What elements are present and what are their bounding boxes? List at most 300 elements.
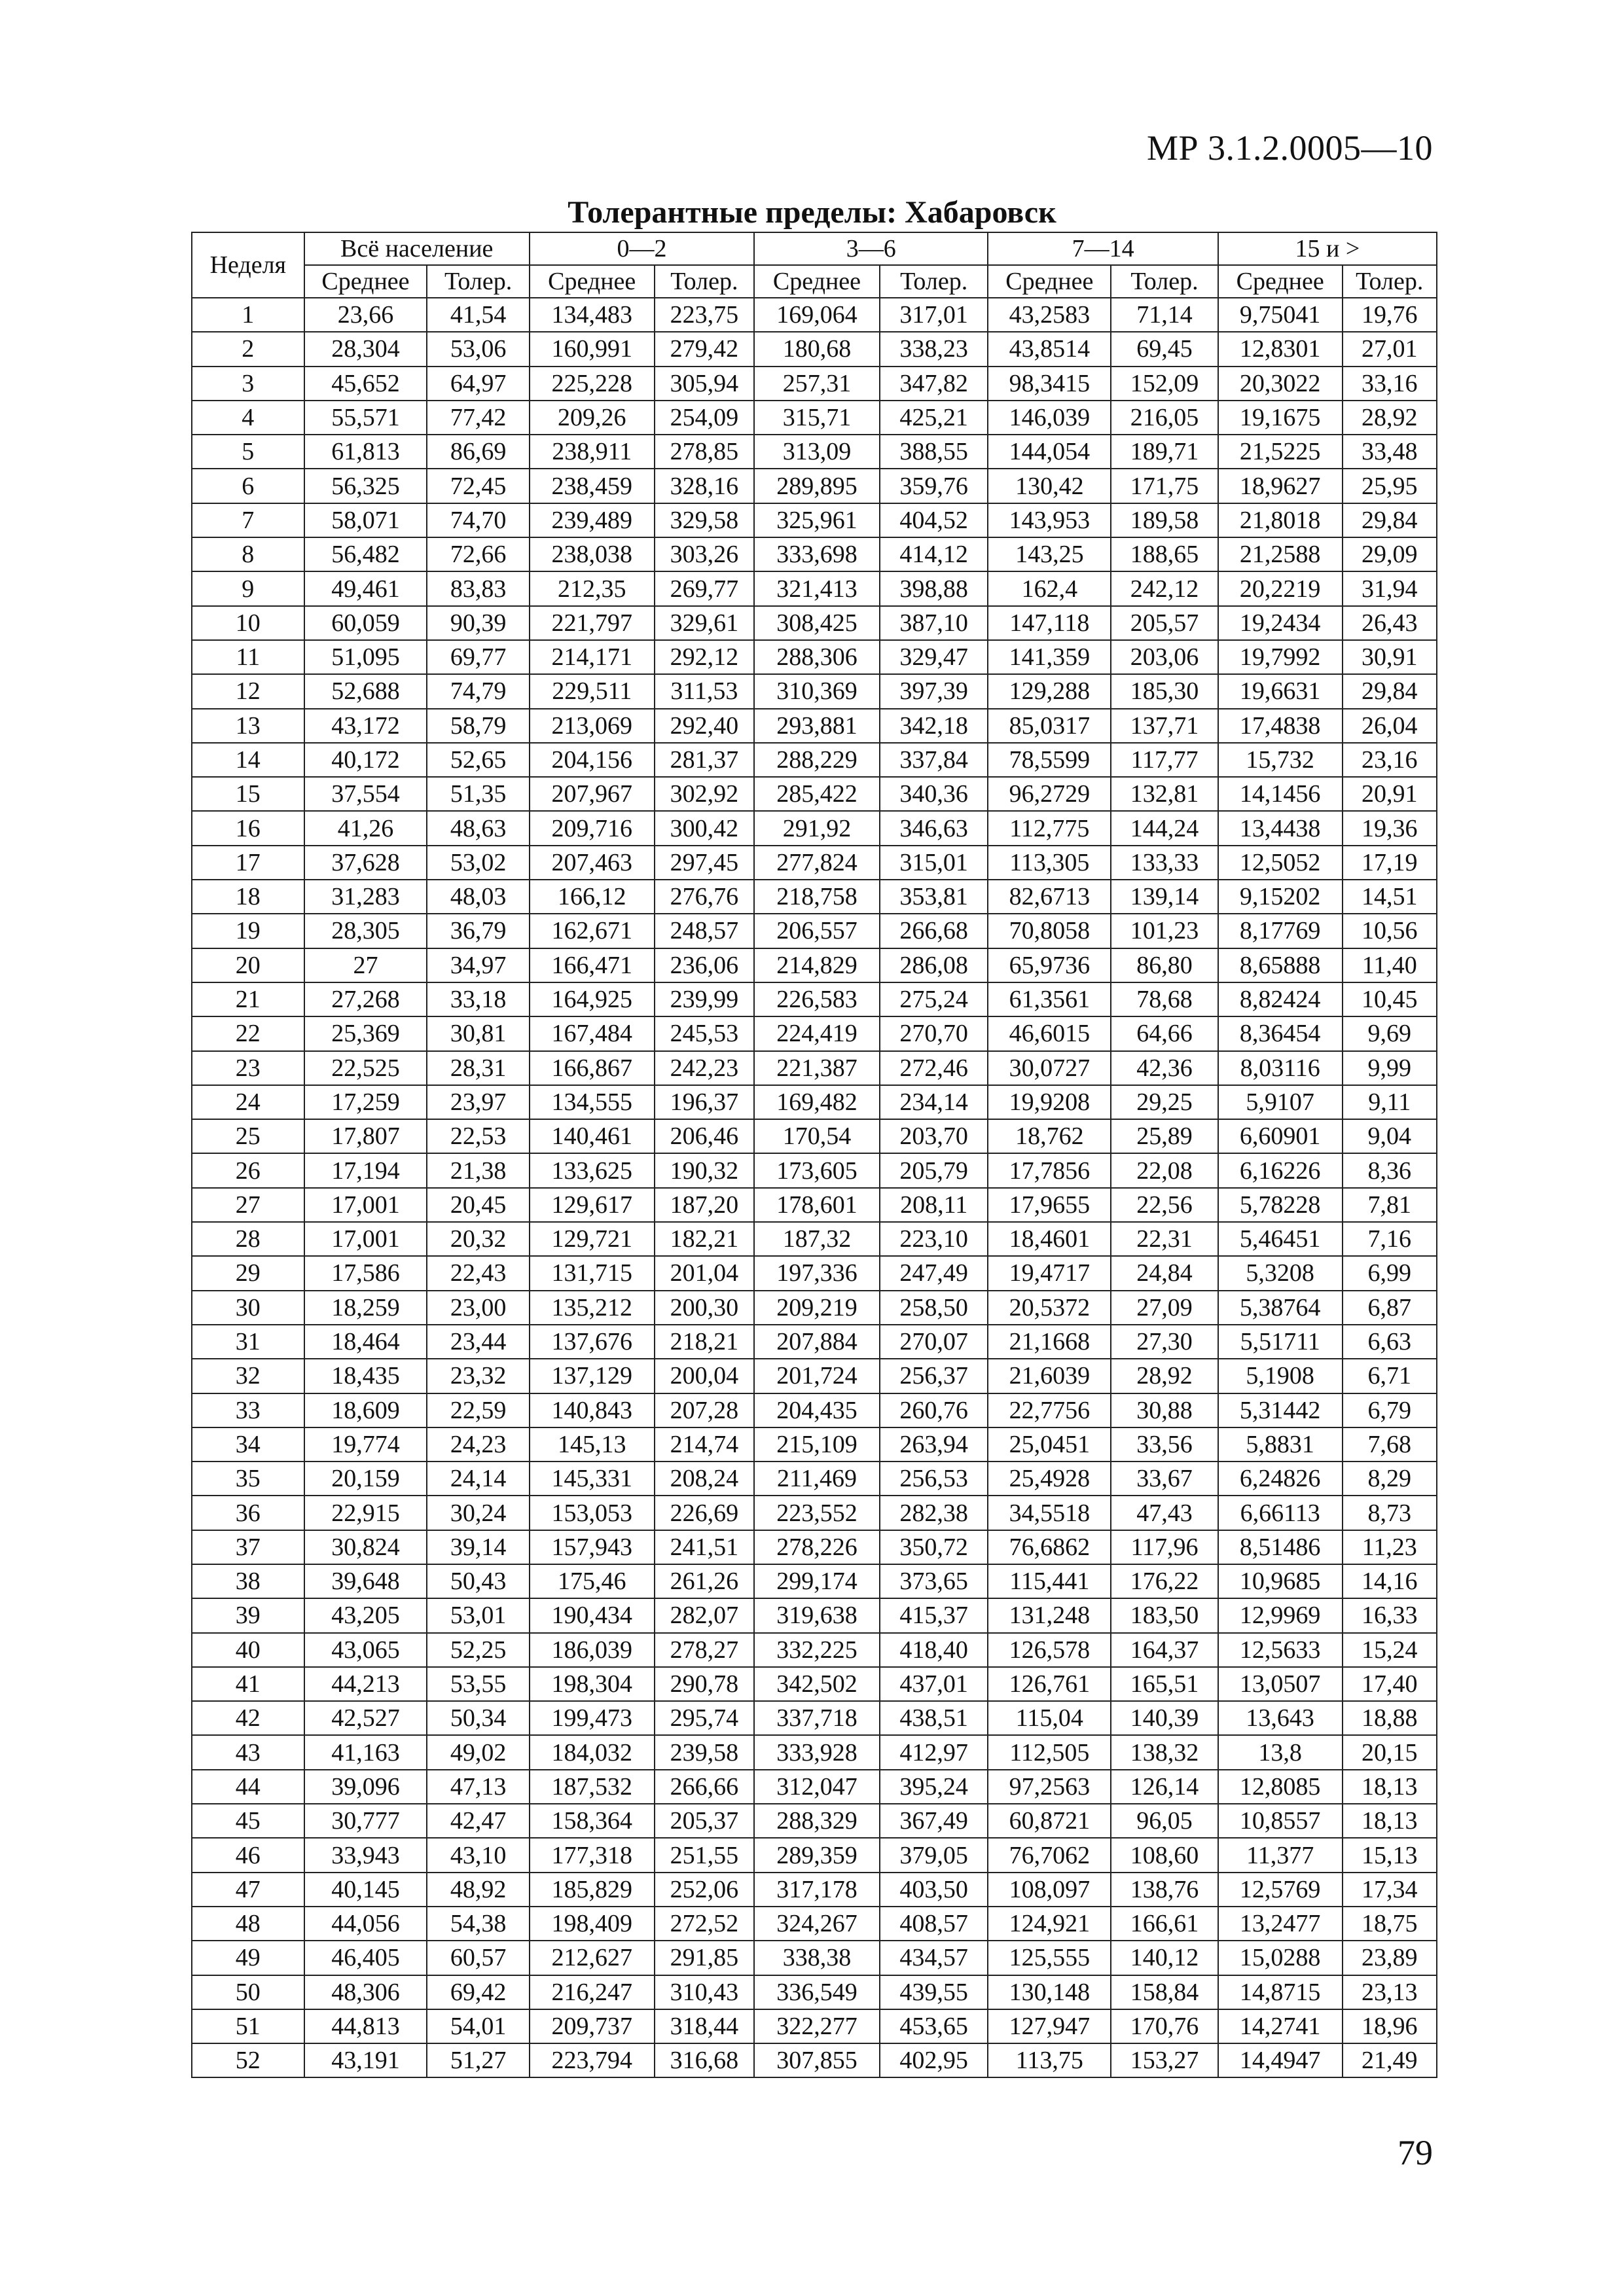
value-cell: 126,14 <box>1111 1770 1218 1804</box>
value-cell: 312,047 <box>754 1770 880 1804</box>
value-cell: 336,549 <box>754 1975 880 2009</box>
value-cell: 318,44 <box>655 2009 754 2043</box>
value-cell: 189,58 <box>1111 503 1218 537</box>
value-cell: 162,4 <box>988 571 1111 605</box>
value-cell: 145,331 <box>530 1462 655 1496</box>
group-header: 3—6 <box>754 232 988 265</box>
value-cell: 239,58 <box>655 1735 754 1769</box>
value-cell: 387,10 <box>880 606 988 640</box>
value-cell: 236,06 <box>655 948 754 982</box>
value-cell: 367,49 <box>880 1804 988 1838</box>
value-cell: 212,627 <box>530 1941 655 1975</box>
value-cell: 30,24 <box>427 1496 529 1530</box>
value-cell: 282,07 <box>655 1598 754 1632</box>
value-cell: 20,45 <box>427 1188 529 1222</box>
value-cell: 398,88 <box>880 571 988 605</box>
value-cell: 17,194 <box>304 1153 427 1187</box>
value-cell: 22,7756 <box>988 1393 1111 1427</box>
value-cell: 49,02 <box>427 1735 529 1769</box>
value-cell: 13,8 <box>1218 1735 1343 1769</box>
week-cell: 33 <box>192 1393 304 1427</box>
value-cell: 141,359 <box>988 640 1111 674</box>
value-cell: 23,32 <box>427 1359 529 1393</box>
value-cell: 254,09 <box>655 401 754 435</box>
value-cell: 207,463 <box>530 846 655 880</box>
value-cell: 225,228 <box>530 367 655 401</box>
value-cell: 40,172 <box>304 743 427 777</box>
week-cell: 5 <box>192 435 304 469</box>
week-cell: 24 <box>192 1085 304 1119</box>
value-cell: 11,23 <box>1343 1530 1437 1564</box>
value-cell: 266,66 <box>655 1770 754 1804</box>
value-cell: 46,6015 <box>988 1016 1111 1050</box>
value-cell: 60,059 <box>304 606 427 640</box>
value-cell: 153,053 <box>530 1496 655 1530</box>
value-cell: 18,259 <box>304 1291 427 1325</box>
value-cell: 27 <box>304 948 427 982</box>
value-cell: 164,37 <box>1111 1633 1218 1667</box>
value-cell: 22,53 <box>427 1119 529 1153</box>
value-cell: 20,2219 <box>1218 571 1343 605</box>
week-cell: 48 <box>192 1907 304 1941</box>
value-cell: 169,482 <box>754 1085 880 1119</box>
value-cell: 281,37 <box>655 743 754 777</box>
value-cell: 300,42 <box>655 811 754 845</box>
value-cell: 130,148 <box>988 1975 1111 2009</box>
table-row <box>192 1838 1437 1872</box>
value-cell: 101,23 <box>1111 914 1218 948</box>
value-cell: 256,53 <box>880 1462 988 1496</box>
value-cell: 223,10 <box>880 1222 988 1256</box>
value-cell: 12,9969 <box>1218 1598 1343 1632</box>
value-cell: 6,66113 <box>1218 1496 1343 1530</box>
value-cell: 21,5225 <box>1218 435 1343 469</box>
value-cell: 18,464 <box>304 1325 427 1359</box>
table-row <box>192 1735 1437 1769</box>
page-number: 79 <box>1398 2133 1433 2172</box>
value-cell: 187,32 <box>754 1222 880 1256</box>
week-cell: 39 <box>192 1598 304 1632</box>
value-cell: 20,91 <box>1343 777 1437 811</box>
value-cell: 19,9208 <box>988 1085 1111 1119</box>
value-cell: 359,76 <box>880 469 988 503</box>
value-cell: 242,12 <box>1111 571 1218 605</box>
value-cell: 52,25 <box>427 1633 529 1667</box>
value-cell: 12,5633 <box>1218 1633 1343 1667</box>
sub-header: Среднее <box>304 265 427 298</box>
table-row <box>192 1462 1437 1496</box>
week-cell: 1 <box>192 298 304 332</box>
value-cell: 23,44 <box>427 1325 529 1359</box>
week-cell: 9 <box>192 571 304 605</box>
value-cell: 216,05 <box>1111 401 1218 435</box>
value-cell: 6,24826 <box>1218 1462 1343 1496</box>
week-cell: 27 <box>192 1188 304 1222</box>
value-cell: 302,92 <box>655 777 754 811</box>
week-cell: 19 <box>192 914 304 948</box>
value-cell: 9,04 <box>1343 1119 1437 1153</box>
value-cell: 437,01 <box>880 1667 988 1701</box>
value-cell: 61,813 <box>304 435 427 469</box>
week-cell: 36 <box>192 1496 304 1530</box>
value-cell: 8,29 <box>1343 1462 1437 1496</box>
value-cell: 19,4717 <box>988 1256 1111 1290</box>
value-cell: 184,032 <box>530 1735 655 1769</box>
value-cell: 221,797 <box>530 606 655 640</box>
week-cell: 12 <box>192 674 304 708</box>
week-cell: 25 <box>192 1119 304 1153</box>
value-cell: 20,159 <box>304 1462 427 1496</box>
value-cell: 187,20 <box>655 1188 754 1222</box>
week-cell: 23 <box>192 1051 304 1085</box>
value-cell: 285,422 <box>754 777 880 811</box>
value-cell: 147,118 <box>988 606 1111 640</box>
value-cell: 48,306 <box>304 1975 427 2009</box>
value-cell: 6,16226 <box>1218 1153 1343 1187</box>
value-cell: 33,16 <box>1343 367 1437 401</box>
value-cell: 139,14 <box>1111 880 1218 914</box>
week-cell: 46 <box>192 1838 304 1872</box>
value-cell: 338,38 <box>754 1941 880 1975</box>
table-row <box>192 914 1437 948</box>
sub-header: Толер. <box>427 265 529 298</box>
table-row <box>192 401 1437 435</box>
value-cell: 350,72 <box>880 1530 988 1564</box>
value-cell: 18,9627 <box>1218 469 1343 503</box>
value-cell: 17,807 <box>304 1119 427 1153</box>
table-row <box>192 1222 1437 1256</box>
value-cell: 238,459 <box>530 469 655 503</box>
value-cell: 31,94 <box>1343 571 1437 605</box>
value-cell: 166,867 <box>530 1051 655 1085</box>
value-cell: 9,69 <box>1343 1016 1437 1050</box>
value-cell: 199,473 <box>530 1701 655 1735</box>
value-cell: 43,065 <box>304 1633 427 1667</box>
week-cell: 31 <box>192 1325 304 1359</box>
value-cell: 208,24 <box>655 1462 754 1496</box>
value-cell: 129,288 <box>988 674 1111 708</box>
value-cell: 5,46451 <box>1218 1222 1343 1256</box>
table-row <box>192 332 1437 366</box>
week-cell: 4 <box>192 401 304 435</box>
table-row <box>192 1051 1437 1085</box>
value-cell: 131,715 <box>530 1256 655 1290</box>
value-cell: 221,387 <box>754 1051 880 1085</box>
value-cell: 24,84 <box>1111 1256 1218 1290</box>
value-cell: 7,16 <box>1343 1222 1437 1256</box>
value-cell: 164,925 <box>530 982 655 1016</box>
week-cell: 15 <box>192 777 304 811</box>
value-cell: 158,84 <box>1111 1975 1218 2009</box>
value-cell: 49,461 <box>304 571 427 605</box>
value-cell: 33,48 <box>1343 435 1437 469</box>
value-cell: 204,156 <box>530 743 655 777</box>
value-cell: 242,23 <box>655 1051 754 1085</box>
week-cell: 18 <box>192 880 304 914</box>
value-cell: 10,56 <box>1343 914 1437 948</box>
value-cell: 22,43 <box>427 1256 529 1290</box>
group-header: 15 и > <box>1218 232 1437 265</box>
value-cell: 70,8058 <box>988 914 1111 948</box>
value-cell: 340,36 <box>880 777 988 811</box>
value-cell: 337,84 <box>880 743 988 777</box>
value-cell: 25,369 <box>304 1016 427 1050</box>
table-row <box>192 674 1437 708</box>
table-row <box>192 1633 1437 1667</box>
table-title: Толерантные пределы: Хабаровск <box>568 195 1056 230</box>
value-cell: 53,01 <box>427 1598 529 1632</box>
value-cell: 18,4601 <box>988 1222 1111 1256</box>
value-cell: 260,76 <box>880 1393 988 1427</box>
value-cell: 44,213 <box>304 1667 427 1701</box>
week-cell: 29 <box>192 1256 304 1290</box>
week-cell: 35 <box>192 1462 304 1496</box>
table-row <box>192 1119 1437 1153</box>
week-cell: 2 <box>192 332 304 366</box>
value-cell: 395,24 <box>880 1770 988 1804</box>
value-cell: 229,511 <box>530 674 655 708</box>
value-cell: 201,04 <box>655 1256 754 1290</box>
value-cell: 292,12 <box>655 640 754 674</box>
value-cell: 438,51 <box>880 1701 988 1735</box>
value-cell: 39,096 <box>304 1770 427 1804</box>
value-cell: 18,13 <box>1343 1804 1437 1838</box>
value-cell: 18,88 <box>1343 1701 1437 1735</box>
value-cell: 96,05 <box>1111 1804 1218 1838</box>
table-row <box>192 1941 1437 1975</box>
value-cell: 133,33 <box>1111 846 1218 880</box>
value-cell: 48,92 <box>427 1873 529 1907</box>
document-code: МР 3.1.2.0005—10 <box>1146 128 1433 168</box>
value-cell: 78,68 <box>1111 982 1218 1016</box>
value-cell: 20,3022 <box>1218 367 1343 401</box>
value-cell: 278,27 <box>655 1633 754 1667</box>
week-cell: 38 <box>192 1564 304 1598</box>
value-cell: 241,51 <box>655 1530 754 1564</box>
value-cell: 182,21 <box>655 1222 754 1256</box>
value-cell: 5,1908 <box>1218 1359 1343 1393</box>
value-cell: 8,36 <box>1343 1153 1437 1187</box>
value-cell: 257,31 <box>754 367 880 401</box>
value-cell: 289,359 <box>754 1838 880 1872</box>
table-row <box>192 1359 1437 1393</box>
value-cell: 207,28 <box>655 1393 754 1427</box>
value-cell: 21,49 <box>1343 2043 1437 2077</box>
value-cell: 134,555 <box>530 1085 655 1119</box>
value-cell: 33,18 <box>427 982 529 1016</box>
value-cell: 41,54 <box>427 298 529 332</box>
value-cell: 28,31 <box>427 1051 529 1085</box>
value-cell: 51,095 <box>304 640 427 674</box>
week-cell: 7 <box>192 503 304 537</box>
value-cell: 8,03116 <box>1218 1051 1343 1085</box>
value-cell: 9,15202 <box>1218 880 1343 914</box>
value-cell: 86,80 <box>1111 948 1218 982</box>
value-cell: 332,225 <box>754 1633 880 1667</box>
value-cell: 198,409 <box>530 1907 655 1941</box>
week-cell: 26 <box>192 1153 304 1187</box>
value-cell: 14,51 <box>1343 880 1437 914</box>
value-cell: 167,484 <box>530 1016 655 1050</box>
value-cell: 10,8557 <box>1218 1804 1343 1838</box>
value-cell: 278,85 <box>655 435 754 469</box>
value-cell: 43,2583 <box>988 298 1111 332</box>
value-cell: 203,70 <box>880 1119 988 1153</box>
value-cell: 5,38764 <box>1218 1291 1343 1325</box>
value-cell: 29,25 <box>1111 1085 1218 1119</box>
value-cell: 18,13 <box>1343 1770 1437 1804</box>
value-cell: 6,87 <box>1343 1291 1437 1325</box>
value-cell: 272,46 <box>880 1051 988 1085</box>
value-cell: 47,13 <box>427 1770 529 1804</box>
value-cell: 328,16 <box>655 469 754 503</box>
value-cell: 14,4947 <box>1218 2043 1343 2077</box>
value-cell: 290,78 <box>655 1667 754 1701</box>
value-cell: 188,65 <box>1111 537 1218 571</box>
value-cell: 153,27 <box>1111 2043 1218 2077</box>
value-cell: 53,02 <box>427 846 529 880</box>
value-cell: 8,36454 <box>1218 1016 1343 1050</box>
table-row <box>192 1153 1437 1187</box>
value-cell: 97,2563 <box>988 1770 1111 1804</box>
value-cell: 137,676 <box>530 1325 655 1359</box>
value-cell: 248,57 <box>655 914 754 948</box>
value-cell: 43,10 <box>427 1838 529 1872</box>
value-cell: 414,12 <box>880 537 988 571</box>
value-cell: 126,578 <box>988 1633 1111 1667</box>
value-cell: 214,829 <box>754 948 880 982</box>
value-cell: 5,8831 <box>1218 1427 1343 1462</box>
value-cell: 10,45 <box>1343 982 1437 1016</box>
table-row <box>192 537 1437 571</box>
value-cell: 11,377 <box>1218 1838 1343 1872</box>
value-cell: 293,881 <box>754 709 880 743</box>
value-cell: 30,91 <box>1343 640 1437 674</box>
value-cell: 19,774 <box>304 1427 427 1462</box>
value-cell: 408,57 <box>880 1907 988 1941</box>
table-row <box>192 1085 1437 1119</box>
sub-header: Толер. <box>1111 265 1218 298</box>
value-cell: 137,129 <box>530 1359 655 1393</box>
value-cell: 113,305 <box>988 846 1111 880</box>
value-cell: 69,42 <box>427 1975 529 2009</box>
value-cell: 27,30 <box>1111 1325 1218 1359</box>
value-cell: 146,039 <box>988 401 1111 435</box>
value-cell: 131,248 <box>988 1598 1111 1632</box>
tolerance-table <box>191 232 1437 2078</box>
value-cell: 76,6862 <box>988 1530 1111 1564</box>
value-cell: 14,8715 <box>1218 1975 1343 2009</box>
value-cell: 14,2741 <box>1218 2009 1343 2043</box>
value-cell: 108,60 <box>1111 1838 1218 1872</box>
value-cell: 37,628 <box>304 846 427 880</box>
value-cell: 415,37 <box>880 1598 988 1632</box>
week-cell: 50 <box>192 1975 304 2009</box>
value-cell: 140,39 <box>1111 1701 1218 1735</box>
value-cell: 140,843 <box>530 1393 655 1427</box>
table-row <box>192 1291 1437 1325</box>
value-cell: 52,688 <box>304 674 427 708</box>
value-cell: 43,172 <box>304 709 427 743</box>
value-cell: 12,8301 <box>1218 332 1343 366</box>
value-cell: 403,50 <box>880 1873 988 1907</box>
value-cell: 69,45 <box>1111 332 1218 366</box>
value-cell: 50,43 <box>427 1564 529 1598</box>
table-row <box>192 1393 1437 1427</box>
value-cell: 44,813 <box>304 2009 427 2043</box>
value-cell: 226,69 <box>655 1496 754 1530</box>
value-cell: 170,54 <box>754 1119 880 1153</box>
value-cell: 261,26 <box>655 1564 754 1598</box>
value-cell: 315,01 <box>880 846 988 880</box>
value-cell: 207,884 <box>754 1325 880 1359</box>
value-cell: 223,552 <box>754 1496 880 1530</box>
week-cell: 49 <box>192 1941 304 1975</box>
table-row <box>192 1804 1437 1838</box>
value-cell: 17,001 <box>304 1222 427 1256</box>
value-cell: 39,14 <box>427 1530 529 1564</box>
value-cell: 43,205 <box>304 1598 427 1632</box>
table-body <box>192 298 1437 2077</box>
value-cell: 288,306 <box>754 640 880 674</box>
week-cell: 22 <box>192 1016 304 1050</box>
value-cell: 65,9736 <box>988 948 1111 982</box>
value-cell: 214,171 <box>530 640 655 674</box>
value-cell: 5,31442 <box>1218 1393 1343 1427</box>
value-cell: 45,652 <box>304 367 427 401</box>
value-cell: 124,921 <box>988 1907 1111 1941</box>
week-cell: 44 <box>192 1770 304 1804</box>
value-cell: 125,555 <box>988 1941 1111 1975</box>
value-cell: 190,32 <box>655 1153 754 1187</box>
value-cell: 37,554 <box>304 777 427 811</box>
value-cell: 76,7062 <box>988 1838 1111 1872</box>
value-cell: 96,2729 <box>988 777 1111 811</box>
value-cell: 26,43 <box>1343 606 1437 640</box>
value-cell: 234,14 <box>880 1085 988 1119</box>
value-cell: 31,283 <box>304 880 427 914</box>
value-cell: 11,40 <box>1343 948 1437 982</box>
value-cell: 198,304 <box>530 1667 655 1701</box>
value-cell: 291,92 <box>754 811 880 845</box>
week-cell: 51 <box>192 2009 304 2043</box>
value-cell: 299,174 <box>754 1564 880 1598</box>
table-row <box>192 811 1437 845</box>
value-cell: 14,16 <box>1343 1564 1437 1598</box>
value-cell: 24,14 <box>427 1462 529 1496</box>
value-cell: 209,26 <box>530 401 655 435</box>
value-cell: 30,88 <box>1111 1393 1218 1427</box>
value-cell: 113,75 <box>988 2043 1111 2077</box>
value-cell: 135,212 <box>530 1291 655 1325</box>
value-cell: 23,89 <box>1343 1941 1437 1975</box>
value-cell: 347,82 <box>880 367 988 401</box>
value-cell: 310,369 <box>754 674 880 708</box>
value-cell: 48,03 <box>427 880 529 914</box>
sub-header: Среднее <box>530 265 655 298</box>
value-cell: 206,46 <box>655 1119 754 1153</box>
table-row <box>192 1016 1437 1050</box>
value-cell: 397,39 <box>880 674 988 708</box>
value-cell: 77,42 <box>427 401 529 435</box>
value-cell: 13,2477 <box>1218 1907 1343 1941</box>
value-cell: 86,69 <box>427 435 529 469</box>
value-cell: 5,9107 <box>1218 1085 1343 1119</box>
value-cell: 226,583 <box>754 982 880 1016</box>
value-cell: 60,57 <box>427 1941 529 1975</box>
value-cell: 214,74 <box>655 1427 754 1462</box>
table-row <box>192 1256 1437 1290</box>
